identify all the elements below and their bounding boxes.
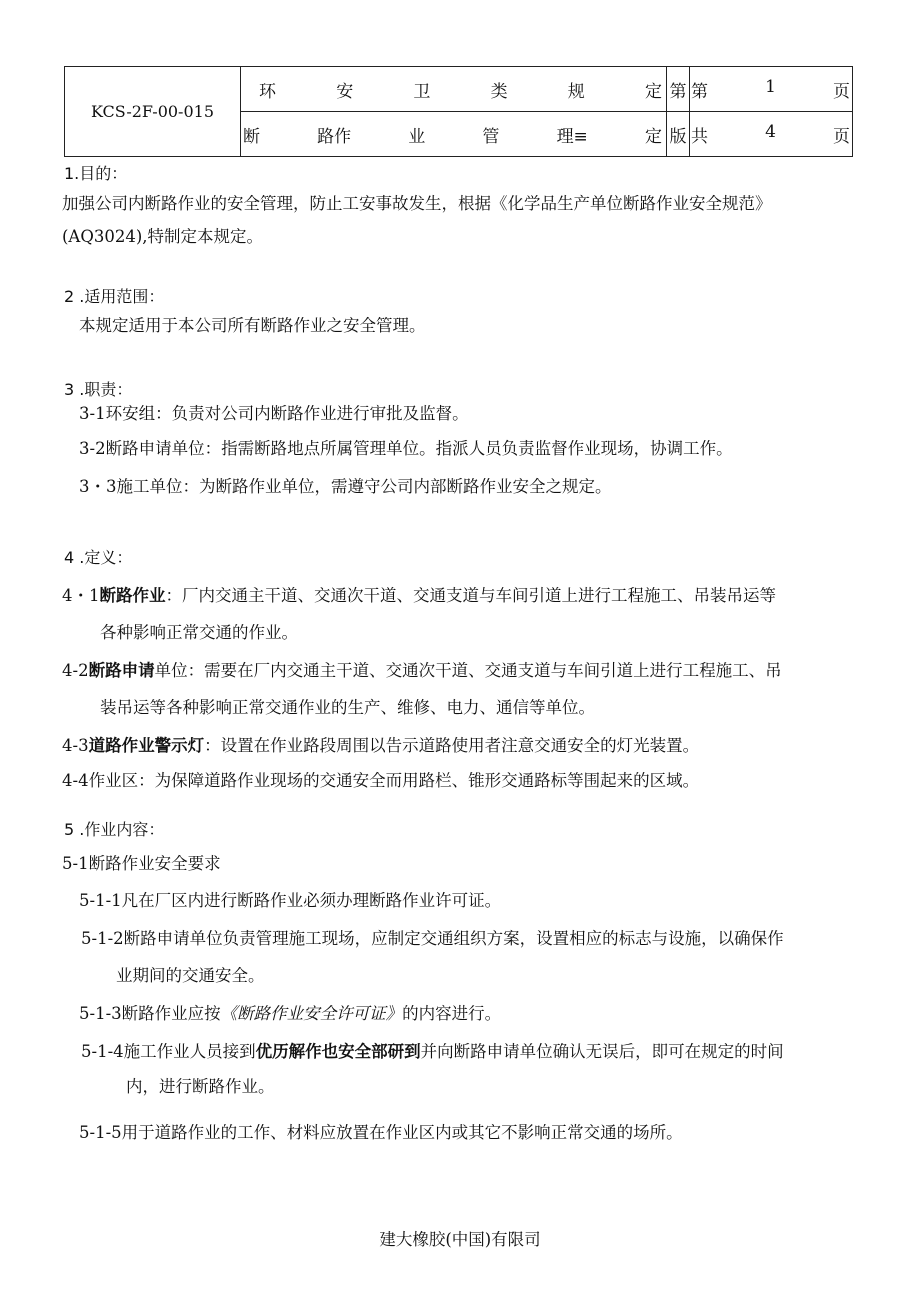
- definition-text: ：厂内交通主干道、交通次干道、交通支道与车间引道上进行工程施工、吊装吊运等: [165, 586, 776, 605]
- section-3-item: 3-1环安组：负责对公司内断路作业进行审批及监督。: [79, 404, 469, 423]
- section-2-heading: 2 .适用范围：: [64, 287, 165, 306]
- title-char: 环: [259, 81, 276, 102]
- title-row-1: [241, 67, 667, 112]
- document-header-table: [64, 66, 853, 157]
- title-char: 安: [336, 81, 354, 102]
- requirement-item-continuation: 内，进行断路作业。: [126, 1077, 275, 1096]
- definition-term: 断路作业: [99, 586, 166, 605]
- title-char: 路作: [317, 126, 352, 147]
- doc-code: KCS-2F-00-015: [65, 67, 241, 157]
- section-4-heading: 4 .定义：: [64, 548, 133, 567]
- requirement-text: 5-1-4施工作业人员接到: [81, 1042, 256, 1061]
- section-3-item: 3-2断路申请单位：指需断路地点所属管理单位。指派人员负责监督作业现场，协调工作。: [79, 439, 733, 458]
- version-label: 第: [667, 67, 690, 112]
- title-row-2: [241, 112, 667, 157]
- title-char: 规: [567, 81, 585, 102]
- definition-term: 断路申请: [88, 661, 155, 680]
- definition-2-continuation: 装吊运等各种影响正常交通作业的生产、维修、电力、通信等单位。: [100, 698, 595, 717]
- definition-text: ：设置在作业路段周围以告示道路使用者注意交通安全的灯光装置。: [204, 736, 700, 755]
- title-char: 理≡: [556, 126, 588, 147]
- section-1-text-line-2: (AQ3024),特制定本规定。: [62, 227, 264, 246]
- section-3-item: 3・3施工单位：为断路作业单位，需遵守公司内部断路作业安全之规定。: [79, 477, 612, 496]
- definition-3: [62, 736, 699, 756]
- title-char: 类: [490, 81, 508, 102]
- requirement-bold-text: 优历解作也安全部研到: [255, 1042, 421, 1061]
- definition-4: 4-4作业区：为保障道路作业现场的交通安全而用路栏、锥形交通路标等围起来的区域。: [62, 771, 700, 790]
- requirement-text: 并向断路申请单位确认无误后，即可在规定的时间: [420, 1042, 784, 1061]
- section-5-subheading: 5-1断路作业安全要求: [62, 854, 221, 873]
- requirement-text: 的内容进行。: [402, 1004, 502, 1023]
- permit-title: 《断路作业安全许可证》: [220, 1004, 403, 1023]
- section-1-text-line-1: 加强公司内断路作业的安全管理，防止工安事故发生，根据《化学品生产单位断路作业安全规范》: [62, 194, 772, 213]
- title-char: 业: [408, 126, 426, 147]
- requirement-item: 5-1-2断路申请单位负责管理施工现场，应制定交通组织方案，设置相应的标志与设施，以确保作: [81, 929, 784, 948]
- requirement-item-continuation: 业期间的交通安全。: [116, 966, 265, 985]
- page-current: 1: [765, 76, 776, 97]
- title-char: 定: [644, 126, 662, 147]
- page-suffix: 页: [833, 126, 850, 147]
- company-footer: 建大橡胶(中国)有限司: [379, 1230, 541, 1249]
- section-2-text: 本规定适用于本公司所有断路作业之安全管理。: [79, 316, 426, 335]
- title-char: 管: [482, 126, 500, 147]
- definition-term: 道路作业警示灯: [88, 736, 205, 755]
- definition-2: [62, 661, 782, 681]
- requirement-item: 5-1-1凡在厂区内进行断路作业必须办理断路作业许可证。: [79, 891, 502, 910]
- page-suffix: 页: [833, 81, 850, 102]
- title-char: 定: [644, 81, 662, 102]
- definition-number: 4・1: [62, 586, 100, 605]
- requirement-item: [81, 1042, 784, 1062]
- page-prefix: 共: [691, 126, 708, 147]
- page-count: 4: [765, 121, 776, 142]
- definition-1: [62, 586, 776, 606]
- definition-1-continuation: 各种影响正常交通的作业。: [100, 623, 298, 642]
- title-char: 断: [243, 126, 260, 147]
- requirement-text: 5-1-3断路作业应按: [79, 1004, 221, 1023]
- requirement-item: [79, 1004, 501, 1024]
- definition-number: 4-3: [62, 736, 89, 755]
- page-number: [690, 67, 853, 112]
- definition-text: 单位：需要在厂内交通主干道、交通次干道、交通支道与车间引道上进行工程施工、吊: [154, 661, 782, 680]
- definition-number: 4-2: [62, 661, 89, 680]
- section-5-heading: 5 .作业内容：: [64, 820, 165, 839]
- section-1-heading: 1.目的：: [64, 164, 128, 183]
- page-total: [690, 112, 853, 157]
- version-label-2: 版: [667, 112, 690, 157]
- section-3-heading: 3 .职责：: [64, 380, 133, 399]
- requirement-item: 5-1-5用于道路作业的工作、材料应放置在作业区内或其它不影响正常交通的场所。: [79, 1123, 683, 1142]
- title-char: 卫: [413, 81, 431, 102]
- page-prefix: 第: [691, 81, 708, 102]
